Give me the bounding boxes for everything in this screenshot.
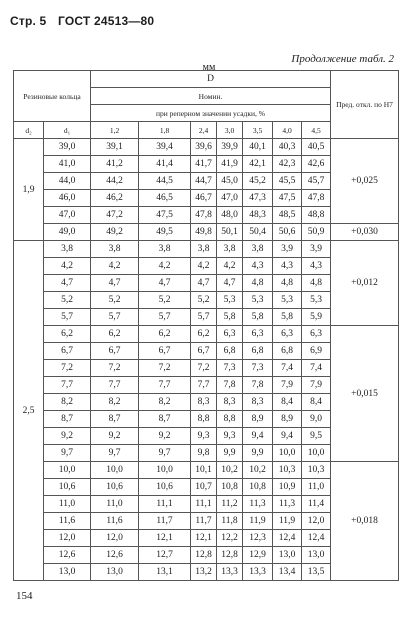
- d-value-cell: 11,1: [139, 496, 191, 513]
- d-value-cell: 45,7: [302, 173, 331, 190]
- rings-header: Резиновые кольца: [14, 71, 91, 122]
- d-value-cell: 8,8: [191, 411, 217, 428]
- d-value-cell: 42,3: [273, 156, 302, 173]
- d-value-cell: 47,2: [91, 207, 139, 224]
- d-value-cell: 49,8: [191, 224, 217, 241]
- d2-header: d₂: [14, 122, 44, 139]
- d-value-cell: 48,8: [302, 207, 331, 224]
- d-value-cell: 7,4: [273, 360, 302, 377]
- d-value-cell: 5,3: [273, 292, 302, 309]
- d-value-cell: 39,1: [91, 139, 139, 156]
- d-value-cell: 39,6: [191, 139, 217, 156]
- d1-cell: 44,0: [44, 173, 91, 190]
- d-value-cell: 3,9: [273, 241, 302, 258]
- table-row: [14, 462, 399, 479]
- d-value-cell: 7,7: [191, 377, 217, 394]
- d-value-cell: 4,2: [91, 258, 139, 275]
- shrink-value-1: 1,2: [91, 122, 139, 139]
- d-value-cell: 8,4: [302, 394, 331, 411]
- shrink-value-2: 1,8: [139, 122, 191, 139]
- d1-cell: 12,6: [44, 547, 91, 564]
- d-value-cell: 5,8: [217, 309, 243, 326]
- tolerance-cell: +0,030: [331, 224, 399, 241]
- d-value-cell: 13,3: [243, 564, 273, 581]
- standard-code: ГОСТ 24513—80: [57, 14, 155, 28]
- d-value-cell: 9,2: [91, 428, 139, 445]
- d-value-cell: 47,0: [217, 190, 243, 207]
- d-value-cell: 7,2: [191, 360, 217, 377]
- d2-cell: 2,5: [14, 241, 44, 581]
- d1-cell: 8,2: [44, 394, 91, 411]
- d-value-cell: 5,8: [243, 309, 273, 326]
- d-value-cell: 9,4: [243, 428, 273, 445]
- d1-cell: 4,7: [44, 275, 91, 292]
- d-value-cell: 4,3: [273, 258, 302, 275]
- d-value-cell: 6,3: [273, 326, 302, 343]
- d1-cell: 49,0: [44, 224, 91, 241]
- d-value-cell: 12,1: [139, 530, 191, 547]
- d-value-cell: 4,2: [139, 258, 191, 275]
- d-value-cell: 9,3: [217, 428, 243, 445]
- d-value-cell: 7,9: [273, 377, 302, 394]
- d-value-cell: 10,1: [191, 462, 217, 479]
- d-value-cell: 5,7: [139, 309, 191, 326]
- d-value-cell: 40,1: [243, 139, 273, 156]
- d-value-cell: 48,3: [243, 207, 273, 224]
- d1-cell: 10,6: [44, 479, 91, 496]
- d1-cell: 41,0: [44, 156, 91, 173]
- d-value-cell: 4,7: [217, 275, 243, 292]
- d-value-cell: 6,9: [302, 343, 331, 360]
- d-value-cell: 8,7: [91, 411, 139, 428]
- d-value-cell: 40,3: [273, 139, 302, 156]
- d-value-cell: 7,3: [243, 360, 273, 377]
- d-value-cell: 10,2: [217, 462, 243, 479]
- d-value-cell: 11,9: [273, 513, 302, 530]
- d-value-cell: 40,5: [302, 139, 331, 156]
- d-value-cell: 4,3: [302, 258, 331, 275]
- d-value-cell: 10,0: [273, 445, 302, 462]
- unit-label: мм: [202, 62, 216, 73]
- d-value-cell: 10,8: [217, 479, 243, 496]
- dimensions-table: [13, 70, 399, 581]
- d-value-cell: 13,2: [191, 564, 217, 581]
- d-value-cell: 9,7: [139, 445, 191, 462]
- d-value-cell: 13,3: [217, 564, 243, 581]
- d-value-cell: 11,7: [139, 513, 191, 530]
- d-value-cell: 3,8: [217, 241, 243, 258]
- d1-cell: 6,7: [44, 343, 91, 360]
- d-value-cell: 50,1: [217, 224, 243, 241]
- d1-cell: 4,2: [44, 258, 91, 275]
- d1-cell: 6,2: [44, 326, 91, 343]
- d-value-cell: 46,2: [91, 190, 139, 207]
- table-row: [14, 241, 399, 258]
- d-value-cell: 11,0: [91, 496, 139, 513]
- d-value-cell: 11,7: [191, 513, 217, 530]
- d-value-cell: 5,7: [91, 309, 139, 326]
- d1-cell: 10,0: [44, 462, 91, 479]
- shrink-value-7: 4,5: [302, 122, 331, 139]
- d-value-cell: 7,8: [217, 377, 243, 394]
- d-value-cell: 11,3: [243, 496, 273, 513]
- d-value-cell: 6,8: [273, 343, 302, 360]
- shrink-value-6: 4,0: [273, 122, 302, 139]
- d-value-cell: 42,6: [302, 156, 331, 173]
- d-value-cell: 7,2: [139, 360, 191, 377]
- d-value-cell: 9,0: [302, 411, 331, 428]
- d-value-cell: 13,1: [139, 564, 191, 581]
- d-value-cell: 10,8: [243, 479, 273, 496]
- d-value-cell: 7,2: [91, 360, 139, 377]
- d-value-cell: 41,2: [91, 156, 139, 173]
- d-value-cell: 6,7: [91, 343, 139, 360]
- table-row: [14, 326, 399, 343]
- shrink-value-4: 3,0: [217, 122, 243, 139]
- d-value-cell: 8,3: [191, 394, 217, 411]
- d-value-cell: 50,6: [273, 224, 302, 241]
- d-value-cell: 39,9: [217, 139, 243, 156]
- d-value-cell: 11,3: [273, 496, 302, 513]
- d-value-cell: 10,0: [139, 462, 191, 479]
- d-value-cell: 11,0: [302, 479, 331, 496]
- d1-cell: 46,0: [44, 190, 91, 207]
- d-value-cell: 8,7: [139, 411, 191, 428]
- d-value-cell: 10,2: [243, 462, 273, 479]
- shrink-value-5: 3,5: [243, 122, 273, 139]
- d-value-cell: 47,3: [243, 190, 273, 207]
- d-value-cell: 6,2: [191, 326, 217, 343]
- d-value-cell: 48,0: [217, 207, 243, 224]
- d-value-cell: 6,7: [191, 343, 217, 360]
- d1-cell: 8,7: [44, 411, 91, 428]
- d-value-cell: 4,8: [302, 275, 331, 292]
- d-value-cell: 6,3: [302, 326, 331, 343]
- d-value-cell: 12,4: [273, 530, 302, 547]
- d-value-cell: 12,3: [243, 530, 273, 547]
- d-value-cell: 11,1: [191, 496, 217, 513]
- d-value-cell: 47,5: [139, 207, 191, 224]
- d-value-cell: 4,2: [217, 258, 243, 275]
- d-value-cell: 13,0: [302, 547, 331, 564]
- d-value-cell: 4,7: [191, 275, 217, 292]
- d1-cell: 3,8: [44, 241, 91, 258]
- shrink-value-3: 2,4: [191, 122, 217, 139]
- d1-header: d₁: [44, 122, 91, 139]
- d-value-cell: 9,5: [302, 428, 331, 445]
- d-value-cell: 41,4: [139, 156, 191, 173]
- tolerance-cell: +0,015: [331, 326, 399, 462]
- d-value-cell: 5,2: [191, 292, 217, 309]
- d-value-cell: 45,0: [217, 173, 243, 190]
- d-value-cell: 6,3: [217, 326, 243, 343]
- d-value-cell: 6,7: [139, 343, 191, 360]
- d-value-cell: 50,4: [243, 224, 273, 241]
- d-value-cell: 5,7: [191, 309, 217, 326]
- d-value-cell: 4,2: [191, 258, 217, 275]
- d-value-cell: 3,8: [91, 241, 139, 258]
- page-label: Стр. 5: [10, 14, 47, 28]
- d-value-cell: 7,9: [302, 377, 331, 394]
- d-value-cell: 11,2: [217, 496, 243, 513]
- d-value-cell: 4,7: [139, 275, 191, 292]
- d-value-cell: 8,2: [139, 394, 191, 411]
- d-value-cell: 45,2: [243, 173, 273, 190]
- d-value-cell: 4,7: [91, 275, 139, 292]
- page-number: 154: [16, 590, 33, 602]
- page-header: [10, 14, 162, 28]
- d-value-cell: 5,3: [243, 292, 273, 309]
- d-value-cell: 5,2: [91, 292, 139, 309]
- d-value-cell: 11,9: [243, 513, 273, 530]
- d-value-cell: 12,0: [91, 530, 139, 547]
- d-value-cell: 12,7: [139, 547, 191, 564]
- d-value-cell: 5,3: [302, 292, 331, 309]
- shrink-header: при реперном значении усадки, %: [91, 105, 331, 122]
- tolerance-cell: +0,025: [331, 139, 399, 224]
- d-value-cell: 44,2: [91, 173, 139, 190]
- d-value-cell: 8,3: [243, 394, 273, 411]
- d-value-cell: 3,8: [139, 241, 191, 258]
- d-value-cell: 8,9: [273, 411, 302, 428]
- d1-cell: 13,0: [44, 564, 91, 581]
- d-value-cell: 8,4: [273, 394, 302, 411]
- d-value-cell: 11,6: [91, 513, 139, 530]
- d1-cell: 47,0: [44, 207, 91, 224]
- d-value-cell: 10,9: [273, 479, 302, 496]
- d-value-cell: 3,8: [243, 241, 273, 258]
- d1-cell: 39,0: [44, 139, 91, 156]
- d-value-cell: 12,8: [191, 547, 217, 564]
- d-value-cell: 10,0: [91, 462, 139, 479]
- d-value-cell: 6,8: [217, 343, 243, 360]
- d-value-cell: 46,7: [191, 190, 217, 207]
- d-value-cell: 9,9: [217, 445, 243, 462]
- d1-cell: 5,7: [44, 309, 91, 326]
- d-value-cell: 12,8: [217, 547, 243, 564]
- d-value-cell: 5,3: [217, 292, 243, 309]
- d-header: D: [91, 71, 331, 88]
- tolerance-header: Пред. откл. по H7: [331, 71, 399, 139]
- d-value-cell: 13,5: [302, 564, 331, 581]
- d-value-cell: 13,4: [273, 564, 302, 581]
- d-value-cell: 9,3: [191, 428, 217, 445]
- d-value-cell: 12,1: [191, 530, 217, 547]
- d-value-cell: 5,8: [273, 309, 302, 326]
- tolerance-cell: +0,018: [331, 462, 399, 581]
- d-value-cell: 3,9: [302, 241, 331, 258]
- d-value-cell: 47,8: [191, 207, 217, 224]
- d-value-cell: 7,7: [91, 377, 139, 394]
- d-value-cell: 13,0: [91, 564, 139, 581]
- d-value-cell: 9,4: [273, 428, 302, 445]
- d1-cell: 9,2: [44, 428, 91, 445]
- d2-cell: 1,9: [14, 139, 44, 241]
- d-value-cell: 8,8: [217, 411, 243, 428]
- d-value-cell: 12,0: [302, 513, 331, 530]
- d1-cell: 12,0: [44, 530, 91, 547]
- d-value-cell: 6,8: [243, 343, 273, 360]
- d-value-cell: 10,6: [139, 479, 191, 496]
- d-value-cell: 7,3: [217, 360, 243, 377]
- d-value-cell: 41,9: [217, 156, 243, 173]
- d-value-cell: 7,8: [243, 377, 273, 394]
- d1-cell: 11,0: [44, 496, 91, 513]
- d-value-cell: 9,7: [91, 445, 139, 462]
- d-value-cell: 9,9: [243, 445, 273, 462]
- table-row: [14, 139, 399, 156]
- d-value-cell: 41,7: [191, 156, 217, 173]
- d-value-cell: 6,2: [91, 326, 139, 343]
- d-value-cell: 4,8: [243, 275, 273, 292]
- d-value-cell: 6,3: [243, 326, 273, 343]
- tolerance-cell: +0,012: [331, 241, 399, 326]
- d-value-cell: 4,8: [273, 275, 302, 292]
- nominal-header: Номин.: [91, 88, 331, 105]
- d-value-cell: 44,5: [139, 173, 191, 190]
- d1-cell: 5,2: [44, 292, 91, 309]
- d-value-cell: 10,6: [91, 479, 139, 496]
- d-value-cell: 7,4: [302, 360, 331, 377]
- d-value-cell: 10,7: [191, 479, 217, 496]
- d-value-cell: 3,8: [191, 241, 217, 258]
- d-value-cell: 39,4: [139, 139, 191, 156]
- d-value-cell: 10,0: [302, 445, 331, 462]
- d1-cell: 9,7: [44, 445, 91, 462]
- d-value-cell: 11,4: [302, 496, 331, 513]
- d-value-cell: 13,0: [273, 547, 302, 564]
- d-value-cell: 5,2: [139, 292, 191, 309]
- d-value-cell: 44,7: [191, 173, 217, 190]
- d1-cell: 11,6: [44, 513, 91, 530]
- d-value-cell: 12,2: [217, 530, 243, 547]
- d1-cell: 7,7: [44, 377, 91, 394]
- continuation-title: Продолжение табл. 2: [291, 53, 394, 65]
- d-value-cell: 50,9: [302, 224, 331, 241]
- d-value-cell: 49,2: [91, 224, 139, 241]
- d-value-cell: 7,7: [139, 377, 191, 394]
- d-value-cell: 12,4: [302, 530, 331, 547]
- d-value-cell: 9,2: [139, 428, 191, 445]
- d-value-cell: 6,2: [139, 326, 191, 343]
- d-value-cell: 8,9: [243, 411, 273, 428]
- d-value-cell: 49,5: [139, 224, 191, 241]
- d-value-cell: 4,3: [243, 258, 273, 275]
- d-value-cell: 8,3: [217, 394, 243, 411]
- d-value-cell: 8,2: [91, 394, 139, 411]
- d-value-cell: 47,8: [302, 190, 331, 207]
- d-value-cell: 48,5: [273, 207, 302, 224]
- d-value-cell: 42,1: [243, 156, 273, 173]
- d-value-cell: 9,8: [191, 445, 217, 462]
- d-value-cell: 10,3: [302, 462, 331, 479]
- d-value-cell: 12,6: [91, 547, 139, 564]
- d1-cell: 7,2: [44, 360, 91, 377]
- d-value-cell: 46,5: [139, 190, 191, 207]
- d-value-cell: 5,9: [302, 309, 331, 326]
- table-row: [14, 224, 399, 241]
- d-value-cell: 12,9: [243, 547, 273, 564]
- d-value-cell: 11,8: [217, 513, 243, 530]
- d-value-cell: 45,5: [273, 173, 302, 190]
- d-value-cell: 10,3: [273, 462, 302, 479]
- d-value-cell: 47,5: [273, 190, 302, 207]
